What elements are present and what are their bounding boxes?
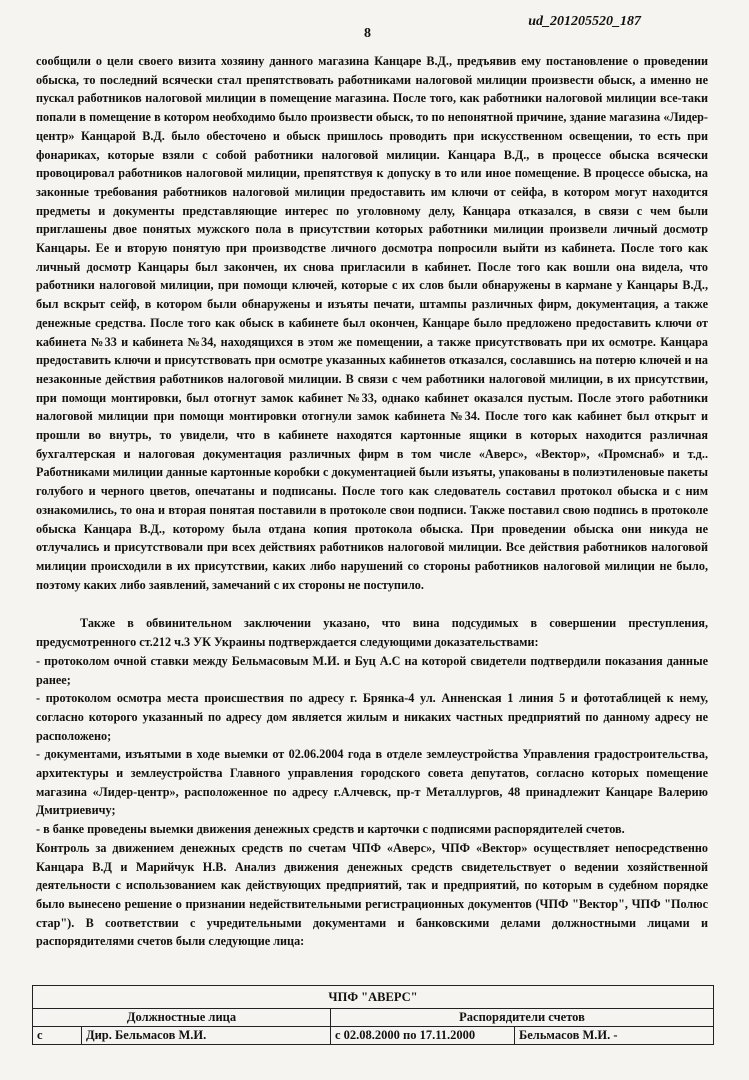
table-title: ЧПФ "АВЕРС" (33, 986, 714, 1009)
evidence-item: - в банке проведены выемки движения денежных средств и карточки с подписями распорядителей счетов. (36, 822, 625, 837)
table-cell: Дир. Бельмасов М.И. (82, 1027, 331, 1045)
accounts-table (32, 985, 714, 1045)
paragraph-control: Контроль за движением денежных средств по счетам ЧПФ «Аверс», ЧПФ «Вектор» осуществляет непосредственно Канцара В.Д и Марийчук Н.В. Анализ движения денежных средств свидетельствует о ведении хозяйственной деятельности с использованием как действующих предприятий, так и предприятий, по которым в судебном порядке было вынесено решение о признании недействительными регистрационных документов (ЧПФ "Вектор", ЧПФ "Полюс стар"). В соответствии с учредительными документами и банковскими делами должностными лицами и распорядителями счетов были следующие лица: (36, 840, 708, 949)
table-cell: Бельмасов М.И. - (515, 1027, 714, 1045)
paragraph-testimony: сообщили о цели своего визита хозяину данного магазина Канцаре В.Д., предъявив ему постановление о проведении обыска, то последний всячески стал препятствовать работниками налоговой милиции произвести обыск, а именно не пускал работников налоговой милиции в помещение магазина. После того, как работники налоговой милиции все-таки попали в помещение в котором необходимо было произвести обыск, то по непонятной причине, здание магазина «Лидер-центр» Канцарой В.Д. было обесточено и обыск пришлось проводить при искусственном освещении, то есть при фонариках, которые взяли с собой работники налоговой милиции. Канцара В.Д., в процессе обыска всячески провоцировал работников налоговой милиции, препятствуя к допуску в то или иное помещение. В процессе обыска, на законные требования работников налоговой милиции предоставить им ключи от сейфа, в котором могут находится предметы и документы представляющие интерес по уголовному делу, Канцара отказался, в связи с чем были приглашены двое понятых мужского пола в присутствии которых работники милиции произвели личный досмотр Канцары. Ее и вторую понятую при производстве личного досмотра попросили выйти из кабинета. После того как личный досмотр Канцары был закончен, их снова пригласили в кабинет. После того как вошли она видела, что работники налоговой милиции, при помощи ключей, которые с их слов были обнаружены в кармане у Канцары В.Д., был вскрыт сейф, в котором были обнаружены и изъяты печати, штампы различных фирм, документация, а также денежные средства. После того как обыск в кабинете был окончен, Канцаре было предложено предоставить ключи от кабинета №33 и кабинета №34, находящихся в этом же помещении, а также присутствовать при их осмотре. Канцара предоставить ключи и присутствовать при осмотре указанных кабинетов отказался, сославшись на потерю ключей и на незаконные действия работников налоговой милиции. В связи с чем работники налоговой милиции, в их присутствии, при помощи монтировки, был отогнут замок кабинет №33, однако кабинет оказался пустым. После этого работники налоговой милиции при помощи монтировки отогнули замок кабинета №34. После того как кабинет был открыт и прошли во внутрь, то увидели, что в кабинете находятся картонные ящики в которых находится различная бухгалтерская и налоговая документация различных фирм в том числе «Аверс», «Вектор», «Промснаб» и т.д.. Работниками милиции данные картонные коробки с документацией были изъяты, упакованы в полиэтиленовые пакеты голубого и черного цветов, опечатаны и подписаны. После того как следователь составил протокол обыска и с ним ознакомились, то она и вторая понятая поставили в протоколе свои подписи. Также поставил свою подпись в протоколе обыска Канцара В.Д., которому была отдана копия протокола обыска. При проведении обыска они никуда не отлучались и присутствовали при всех действиях работников налоговой милиции. Все действия работников налоговой милиции происходили в их присутствии, каких либо нарушений со стороны работников налоговой милиции не было, поэтому каких либо заявлений, замечаний с их стороны не поступило. (36, 54, 708, 592)
table-row (33, 1027, 714, 1045)
paragraph-indictment: Также в обвинительном заключении указано, что вина подсудимых в совершении преступления, предусмотренного ст.212 ч.3 УК Украины подтверждается следующими доказательствами: (36, 616, 708, 650)
document-id: ud_201205520_187 (528, 14, 641, 29)
table-cell: с (33, 1027, 82, 1045)
evidence-item: - протоколом очной ставки между Бельмасовым М.И. и Буц А.С на которой свидетели подтвердили показания данные ранее; (36, 653, 708, 687)
page-number: 8 (364, 26, 371, 41)
evidence-item: - протоколом осмотра места происшествия по адресу г. Брянка-4 ул. Анненская 1 линия 5 и фототаблицей к нему, согласно которого указанный по адресу дом является жилым и никаких частных предприятий по данному адресу не расположено; (36, 691, 708, 743)
document-body (36, 52, 708, 951)
evidence-item: - документами, изъятыми в ходе выемки от 02.06.2004 года в отделе землеустройства Управления градостроительства, архитектуры и землеустройства Главного управления городского совета депутатов, согласно которых помещение магазина «Лидер-центр», расположенное по адресу г.Алчевск, пр-т Металлургов, 48 принадлежит Канцаре Валерию Дмитриевичу; (36, 747, 708, 818)
table-cell: с 02.08.2000 по 17.11.2000 (331, 1027, 515, 1045)
column-header-officials: Должностные лица (33, 1009, 331, 1027)
column-header-managers: Распорядители счетов (331, 1009, 714, 1027)
